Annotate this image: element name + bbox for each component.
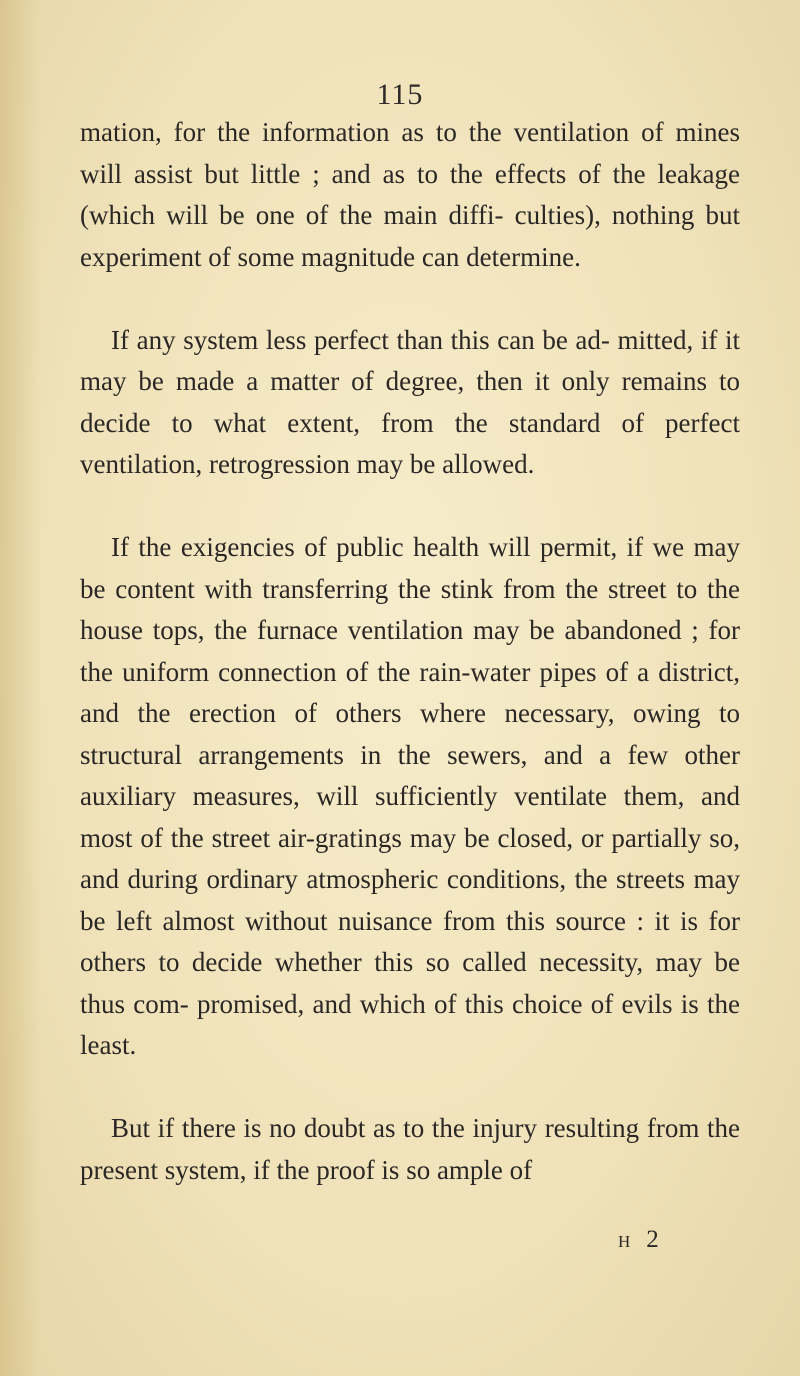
- signature-mark: [618, 1226, 661, 1254]
- page-gutter-shadow: [0, 0, 40, 1376]
- body-text: [80, 112, 740, 1191]
- paragraph-continuation: mation, for the information as to the ventilation of mines will assist but little ; and as to the effects of the leakage (which will be one of the main diffi- culties), nothing but experiment of some magnitude can determine.: [80, 117, 740, 272]
- signature-letter: H: [618, 1232, 633, 1251]
- paragraph-public-health: If the exigencies of public health will permit, if we may be content with transferring the stink from the street to the house tops, the furnace ventilation may be abandoned ; for the uniform connection of the rain-water pipes of a district, and the erection of others where necessary, owing to structural arrangements in the sewers, and a few other auxiliary measures, will sufficiently ventilate them, and most of the street air-gratings may be closed, or partially so, and during ordinary atmospheric conditions, the streets may be left almost without nuisance from this source : it is for others to decide whether this so called necessity, may be thus com- promised, and which of this choice of evils is the least.: [80, 532, 740, 1060]
- page-number: 115: [376, 78, 424, 111]
- paragraph-system-perfection: If any system less perfect than this can be ad- mitted, if it may be made a matter of degree, then it only remains to decide to what extent, from the standard of perfect ventilation, retrogression may be allowed.: [80, 324, 740, 479]
- signature-number: 2: [646, 1226, 661, 1253]
- paragraph-injury: But if there is no doubt as to the injury resulting from the present system, if the proof is so ample of: [80, 1113, 740, 1185]
